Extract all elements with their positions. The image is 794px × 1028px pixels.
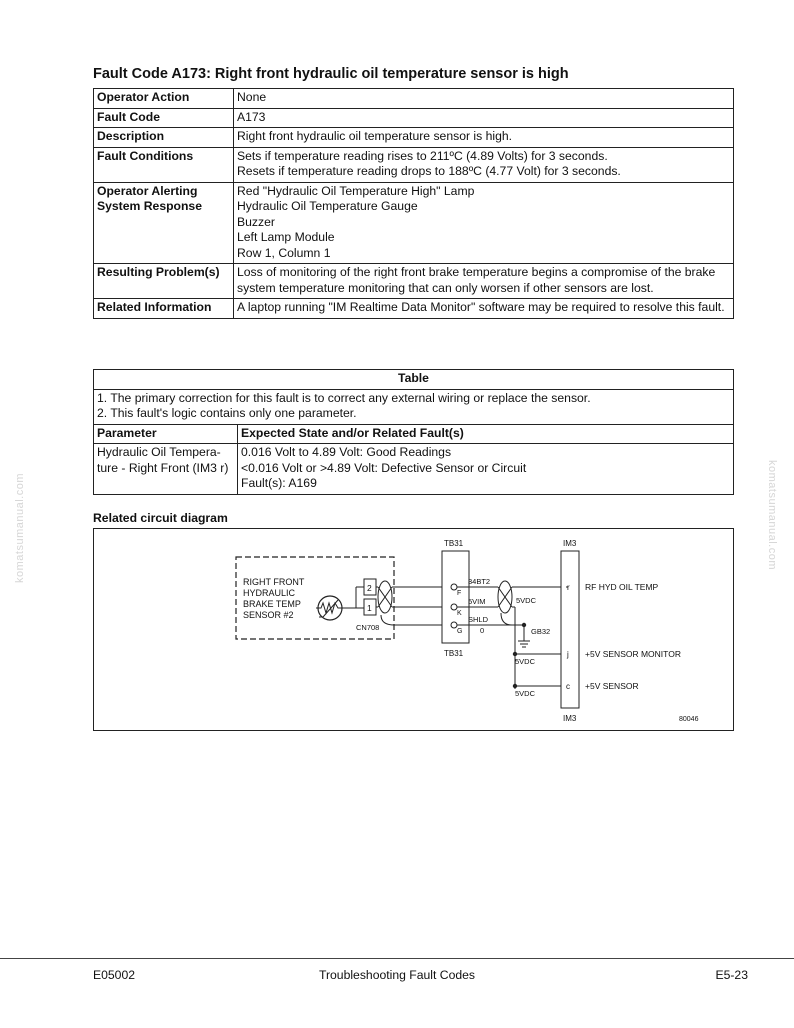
fault-table-value-line: Right front hydraulic oil temperature sensor is high. [237,129,513,143]
parameter-table-notes [94,389,734,424]
sensor-label-line: HYDRAULIC [243,588,296,598]
fault-table-row [94,128,734,148]
wire-shld: SHLD [468,615,489,624]
fault-table-key: Fault Conditions [94,147,234,182]
fault-table-value-line: Hydraulic Oil Temperature Gauge [237,199,418,213]
fault-table-row [94,89,734,109]
fault-table-key: Operator Action [94,89,234,109]
parameter-table [93,369,734,495]
expected-line: <0.016 Volt or >4.89 Volt: Defective Sensor or Circuit [241,460,527,475]
sensor-label-line: BRAKE TEMP [243,599,301,609]
fault-table-row [94,147,734,182]
circuit-section-title: Related circuit diagram [93,511,228,525]
im3-pin-c: c [566,682,570,691]
fault-table-value [234,182,734,264]
im3-bottom-label: IM3 [563,714,577,723]
ground-icon [518,641,530,647]
signal-5v-sensor-monitor: +5V SENSOR MONITOR [585,649,681,659]
tb-pin-g: G [457,628,463,635]
tb31-bottom-label: TB31 [444,649,464,658]
fault-table-value-line: Buzzer [237,214,275,229]
footer-page-number: E5-23 [715,968,748,982]
fault-table-row [94,264,734,299]
fault-table-value [234,264,734,299]
fault-table-key: Resulting Problem(s) [94,264,234,299]
fault-table-value-line: None [237,90,267,104]
tb31-top-label: TB31 [444,539,464,548]
im3-pin-j: j [567,650,569,659]
fault-table-value [234,89,734,109]
figure-number: 80046 [679,716,699,723]
fault-table-key: Operator Alerting System Response [94,182,234,264]
watermark-left: komatsumanual.com [14,473,26,583]
footer-doc-number: E05002 [93,968,136,982]
expected-line: Fault(s): A169 [241,476,317,490]
sensor-label-line: RIGHT FRONT [243,577,305,587]
tb-pin-f: F [457,590,462,597]
fault-table-value-line: Red "Hydraulic Oil Temperature High" Lamp [237,183,475,198]
page-title: Fault Code A173: Right front hydraulic oil temperature sensor is high [93,66,569,82]
signal-5v-sensor: +5V SENSOR [585,681,639,691]
wire-34bt2: 34BT2 [468,577,491,586]
fault-table-value [234,147,734,182]
thermistor-icon [316,596,344,620]
signal-rf-hyd-oil-temp: RF HYD OIL TEMP [585,582,659,592]
fault-table-row [94,108,734,128]
terminal-block-tb31 [442,551,469,643]
fault-table-value [234,299,734,319]
parameter-table-header: Table [94,370,734,390]
footer-section-title: Troubleshooting Fault Codes [318,968,476,982]
twisted-pair-icon [498,581,512,613]
connector-label: CN708 [356,623,380,632]
label-5vdc-top: 5VDC [516,596,537,605]
column-header-expected: Expected State and/or Related Fault(s) [238,424,734,444]
fault-table-value-line: Left Lamp Module [237,230,335,244]
fault-code-table [93,88,734,319]
fault-table-value-line: Row 1, Column 1 [237,245,331,260]
fault-table-key: Fault Code [94,108,234,128]
im3-pin-r: r [567,583,570,592]
note-1: 1. The primary correction for this fault is to correct any external wiring or replace the sensor. [97,390,591,405]
fault-table-row [94,299,734,319]
label-5vdc-bottom: 5VDC [515,689,536,698]
connector-pin-2-label: 2 [367,583,372,593]
expected-state-cell [238,444,734,495]
fault-table-value-line: Sets if temperature reading rises to 211ºC (4.89 Volts) for 3 seconds. [237,148,608,163]
connector-pin-1-label: 1 [367,603,372,613]
column-header-parameter: Parameter [94,424,238,444]
fault-table-value-line: A laptop running "IM Realtime Data Monitor" software may be required to resolve this fault. [237,300,725,314]
twisted-pair-icon [378,581,392,613]
fault-table-key: Description [94,128,234,148]
fault-table-value-line: Resets if temperature reading drops to 188ºC (4.77 Volt) for 3 seconds. [237,164,621,178]
wire-0: 0 [480,626,485,635]
watermark-right: komatsumanual.com [766,460,778,570]
module-im3 [561,551,579,708]
footer-rule [0,958,794,959]
fault-table-row [94,182,734,264]
fault-table-value-line: A173 [237,109,266,124]
note-2: 2. This fault's logic contains only one parameter. [97,406,357,420]
im3-top-label: IM3 [563,539,577,548]
fault-table-value-line: Loss of monitoring of the right front brake temperature begins a compromise of the brake system temperature monitoring that can only worsen if other sensors are lost. [237,265,716,295]
fault-table-key: Related Information [94,299,234,319]
wire-5vim: 5VIM [468,597,486,606]
circuit-svg [94,529,733,730]
expected-line: 0.016 Volt to 4.89 Volt: Good Readings [241,445,452,459]
circuit-diagram [93,528,734,731]
ground-label: GB32 [531,627,551,636]
parameter-name-cell [94,444,238,495]
label-5vdc-mid: 5VDC [515,657,536,666]
tb-pin-k: K [457,610,462,617]
fault-table-value [234,108,734,128]
parameter-name: Hydraulic Oil Tempera-ture - Right Front (IM3 r) [97,445,229,475]
fault-table-value [234,128,734,148]
sensor-label-line: SENSOR #2 [243,610,294,620]
